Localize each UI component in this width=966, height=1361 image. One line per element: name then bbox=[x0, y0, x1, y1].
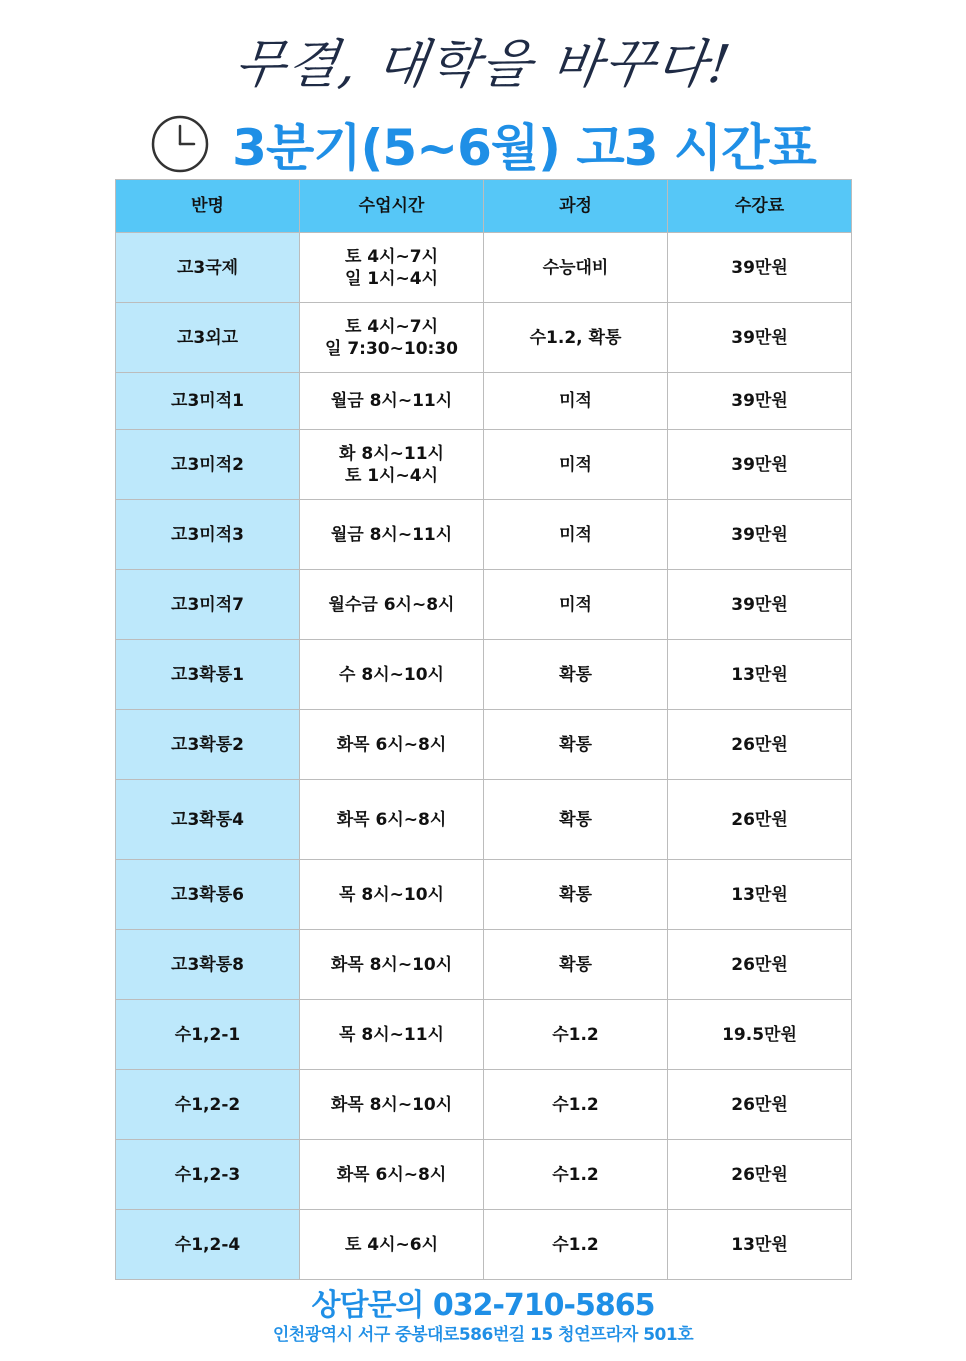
slogan: 무결, 대학을 바꾸다! bbox=[230, 35, 736, 95]
class-time-cell bbox=[300, 500, 484, 570]
class-name-cell: 수1,2-4 bbox=[116, 1210, 300, 1280]
class-time-line: 화목 8시~10시 bbox=[330, 954, 453, 975]
class-time-cell bbox=[300, 780, 484, 860]
class-name-cell: 고3확통6 bbox=[116, 860, 300, 930]
class-time-line: 화 8시~11시 bbox=[339, 443, 444, 464]
table-row bbox=[116, 233, 852, 303]
fee-cell: 26만원 bbox=[668, 780, 852, 860]
class-name-cell: 고3확통2 bbox=[116, 710, 300, 780]
fee-cell: 13만원 bbox=[668, 640, 852, 710]
course-cell: 수1.2, 확통 bbox=[484, 303, 668, 373]
course-cell: 확통 bbox=[484, 780, 668, 860]
class-name-cell: 고3확통1 bbox=[116, 640, 300, 710]
course-cell: 수1.2 bbox=[484, 1000, 668, 1070]
header-course: 과정 bbox=[484, 180, 668, 233]
class-time-line: 화목 6시~8시 bbox=[336, 1164, 447, 1185]
fee-cell: 39만원 bbox=[668, 570, 852, 640]
table-row bbox=[116, 373, 852, 430]
clock-icon bbox=[150, 114, 210, 174]
table-header-row bbox=[116, 180, 852, 233]
fee-cell: 39만원 bbox=[668, 500, 852, 570]
fee-cell: 26만원 bbox=[668, 930, 852, 1000]
class-time-cell bbox=[300, 640, 484, 710]
class-name-cell: 고3미적1 bbox=[116, 373, 300, 430]
class-time-line: 화목 6시~8시 bbox=[336, 734, 447, 755]
header-fee: 수강료 bbox=[668, 180, 852, 233]
class-time-cell bbox=[300, 930, 484, 1000]
page-title: 3분기(5~6월) 고3 시간표 bbox=[232, 119, 816, 177]
class-time-line: 토 4시~7시 bbox=[344, 316, 439, 337]
course-cell: 미적 bbox=[484, 373, 668, 430]
fee-cell: 13만원 bbox=[668, 1210, 852, 1280]
course-cell: 확통 bbox=[484, 710, 668, 780]
title-row bbox=[0, 108, 966, 180]
table-row bbox=[116, 930, 852, 1000]
table-row bbox=[116, 1000, 852, 1070]
table-row bbox=[116, 1070, 852, 1140]
course-cell: 미적 bbox=[484, 430, 668, 500]
class-time-cell bbox=[300, 570, 484, 640]
fee-cell: 13만원 bbox=[668, 860, 852, 930]
class-time-line: 월수금 6시~8시 bbox=[328, 594, 455, 615]
contact-phone: 상담문의 032-710-5865 bbox=[311, 1288, 655, 1323]
table-row bbox=[116, 780, 852, 860]
table-row bbox=[116, 860, 852, 930]
table-row bbox=[116, 430, 852, 500]
fee-cell: 19.5만원 bbox=[668, 1000, 852, 1070]
fee-cell: 39만원 bbox=[668, 373, 852, 430]
class-time-line: 토 4시~7시 bbox=[344, 246, 439, 267]
class-name-cell: 고3확통8 bbox=[116, 930, 300, 1000]
class-time-cell bbox=[300, 430, 484, 500]
table-row bbox=[116, 570, 852, 640]
class-time-cell bbox=[300, 373, 484, 430]
table-row bbox=[116, 500, 852, 570]
class-name-cell: 수1,2-3 bbox=[116, 1140, 300, 1210]
class-name-cell: 고3미적3 bbox=[116, 500, 300, 570]
course-cell: 수능대비 bbox=[484, 233, 668, 303]
class-time-cell bbox=[300, 1140, 484, 1210]
course-cell: 수1.2 bbox=[484, 1140, 668, 1210]
class-time-line: 수 8시~10시 bbox=[339, 664, 444, 685]
fee-cell: 39만원 bbox=[668, 303, 852, 373]
course-cell: 확통 bbox=[484, 860, 668, 930]
class-time-line: 토 1시~4시 bbox=[344, 465, 439, 486]
class-time-cell bbox=[300, 1070, 484, 1140]
table-row bbox=[116, 1210, 852, 1280]
class-name-cell: 고3미적2 bbox=[116, 430, 300, 500]
table-row bbox=[116, 710, 852, 780]
class-time-cell bbox=[300, 860, 484, 930]
class-time-line: 월금 8시~11시 bbox=[330, 524, 453, 545]
course-cell: 미적 bbox=[484, 500, 668, 570]
header-class-time: 수업시간 bbox=[300, 180, 484, 233]
class-name-cell: 고3외고 bbox=[116, 303, 300, 373]
table-row bbox=[116, 303, 852, 373]
course-cell: 확통 bbox=[484, 930, 668, 1000]
header-class-name: 반명 bbox=[116, 180, 300, 233]
class-time-line: 토 4시~6시 bbox=[344, 1234, 439, 1255]
class-name-cell: 고3미적7 bbox=[116, 570, 300, 640]
table-row bbox=[116, 640, 852, 710]
class-time-cell bbox=[300, 233, 484, 303]
fee-cell: 26만원 bbox=[668, 1070, 852, 1140]
class-time-line: 월금 8시~11시 bbox=[330, 391, 453, 411]
class-name-cell: 수1,2-2 bbox=[116, 1070, 300, 1140]
class-time-cell bbox=[300, 303, 484, 373]
course-cell: 수1.2 bbox=[484, 1070, 668, 1140]
class-time-line: 일 7:30~10:30 bbox=[325, 338, 458, 359]
class-time-cell bbox=[300, 710, 484, 780]
class-time-line: 목 8시~11시 bbox=[339, 1024, 444, 1045]
course-cell: 확통 bbox=[484, 640, 668, 710]
course-cell: 미적 bbox=[484, 570, 668, 640]
class-time-line: 화목 8시~10시 bbox=[330, 1094, 453, 1115]
fee-cell: 26만원 bbox=[668, 1140, 852, 1210]
course-cell: 수1.2 bbox=[484, 1210, 668, 1280]
table-row bbox=[116, 1140, 852, 1210]
class-time-line: 화목 6시~8시 bbox=[336, 809, 447, 830]
schedule-table bbox=[115, 179, 852, 1280]
class-name-cell: 고3국제 bbox=[116, 233, 300, 303]
class-time-line: 목 8시~10시 bbox=[339, 884, 444, 905]
class-name-cell: 수1,2-1 bbox=[116, 1000, 300, 1070]
class-time-cell bbox=[300, 1000, 484, 1070]
class-time-cell bbox=[300, 1210, 484, 1280]
fee-cell: 39만원 bbox=[668, 233, 852, 303]
contact-address: 인천광역시 서구 중봉대로586번길 15 청연프라자 501호 bbox=[272, 1325, 694, 1345]
fee-cell: 26만원 bbox=[668, 710, 852, 780]
class-name-cell: 고3확통4 bbox=[116, 780, 300, 860]
fee-cell: 39만원 bbox=[668, 430, 852, 500]
class-time-line: 일 1시~4시 bbox=[344, 268, 439, 289]
